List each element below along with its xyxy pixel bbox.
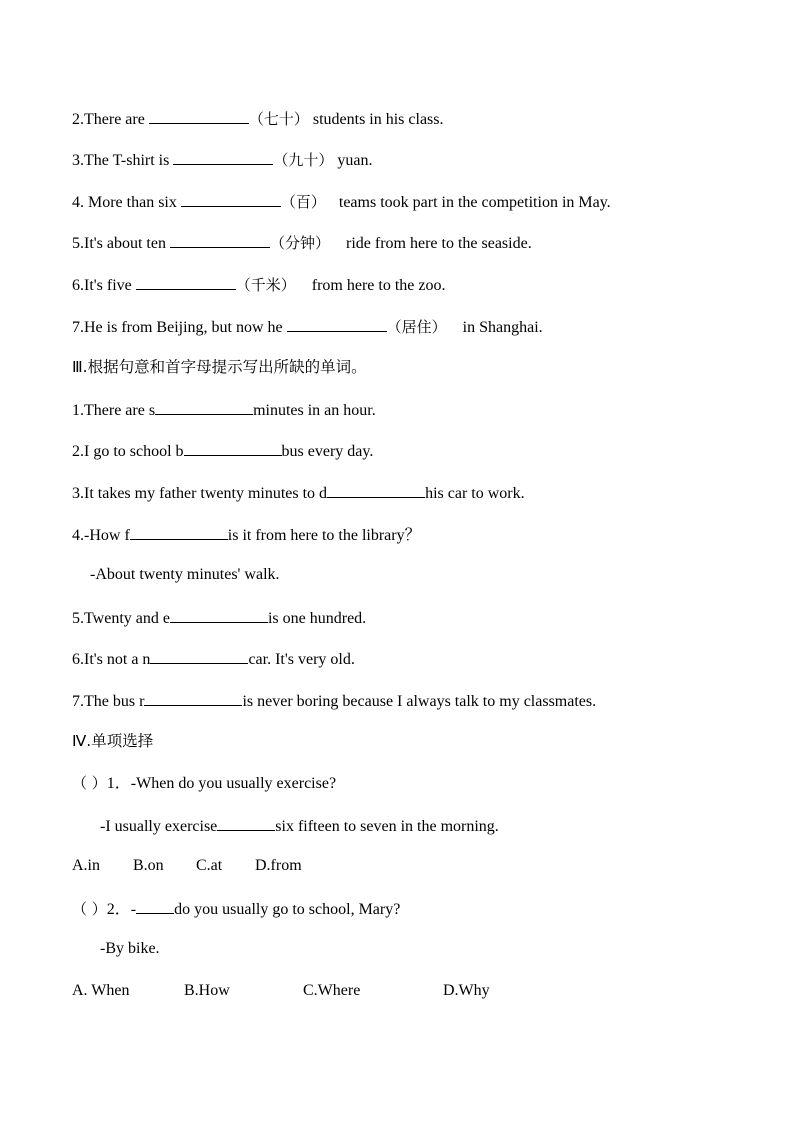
part4-heading: Ⅳ.单项选择 xyxy=(72,732,154,750)
option-a[interactable]: A.in xyxy=(72,857,100,874)
part4-q2-answer: -By bike. xyxy=(100,940,160,957)
answer-blank[interactable] xyxy=(217,815,275,831)
answer-blank[interactable] xyxy=(144,690,242,706)
answer-blank[interactable] xyxy=(173,149,273,165)
answer-blank[interactable] xyxy=(327,482,425,498)
answer-blank[interactable] xyxy=(149,108,249,124)
option-c[interactable]: C.Where xyxy=(303,982,361,999)
part2-item-5: 5.It's about ten （分钟） ride from here to the seaside. xyxy=(72,234,532,252)
part3-item-6: 6.It's not a n car. It's very old. xyxy=(72,648,355,670)
option-b[interactable]: B.on xyxy=(133,857,164,874)
option-a[interactable]: A. When xyxy=(72,982,130,999)
part3-item-2: 2.I go to school b bus every day. xyxy=(72,440,373,462)
part3-item-4: 4.-How f is it from here to the library？ xyxy=(72,524,421,546)
answer-blank[interactable] xyxy=(287,316,387,332)
part3-item-3: 3.It takes my father twenty minutes to d his car to work. xyxy=(72,482,525,504)
part4-q1-answer: -I usually exercise six fifteen to seven in the morning. xyxy=(100,815,499,837)
answer-blank[interactable] xyxy=(150,648,248,664)
part3-item-7: 7.The bus r is never boring because I always talk to my classmates. xyxy=(72,690,596,712)
option-d[interactable]: D.Why xyxy=(443,982,490,999)
part3-heading: Ⅲ.根据句意和首字母提示写出所缺的单词。 xyxy=(72,358,367,376)
option-b[interactable]: B.How xyxy=(184,982,230,999)
answer-blank[interactable] xyxy=(130,524,228,540)
answer-blank[interactable] xyxy=(136,898,174,914)
answer-blank[interactable] xyxy=(155,399,253,415)
answer-bracket[interactable]: （ ） xyxy=(72,900,107,918)
part2-item-4: 4. More than six （百） teams took part in the competition in May. xyxy=(72,193,611,211)
part2-item-2: 2.There are （七十） students in his class. xyxy=(72,110,444,128)
answer-blank[interactable] xyxy=(184,440,282,456)
part2-item-3: 3.The T-shirt is （九十） yuan. xyxy=(72,151,373,169)
part4-q1: （ ）1．-When do you usually exercise? xyxy=(72,774,337,792)
answer-blank[interactable] xyxy=(170,607,268,623)
part3-item-5: 5.Twenty and e is one hundred. xyxy=(72,607,366,629)
answer-blank[interactable] xyxy=(136,274,236,290)
answer-bracket[interactable]: （ ） xyxy=(72,774,107,792)
answer-blank[interactable] xyxy=(170,232,270,248)
part3-item-4-answer: -About twenty minutes' walk. xyxy=(90,566,280,583)
answer-blank[interactable] xyxy=(181,191,281,207)
option-d[interactable]: D.from xyxy=(255,857,302,874)
option-c[interactable]: C.at xyxy=(196,857,223,874)
part2-item-7: 7.He is from Beijing, but now he （居住） in Shanghai. xyxy=(72,318,543,336)
part4-q2: （ ）2．- do you usually go to school, Mary? xyxy=(72,900,401,918)
part2-item-6: 6.It's five （千米） from here to the zoo. xyxy=(72,276,446,294)
part3-item-1: 1.There are s minutes in an hour. xyxy=(72,399,376,421)
